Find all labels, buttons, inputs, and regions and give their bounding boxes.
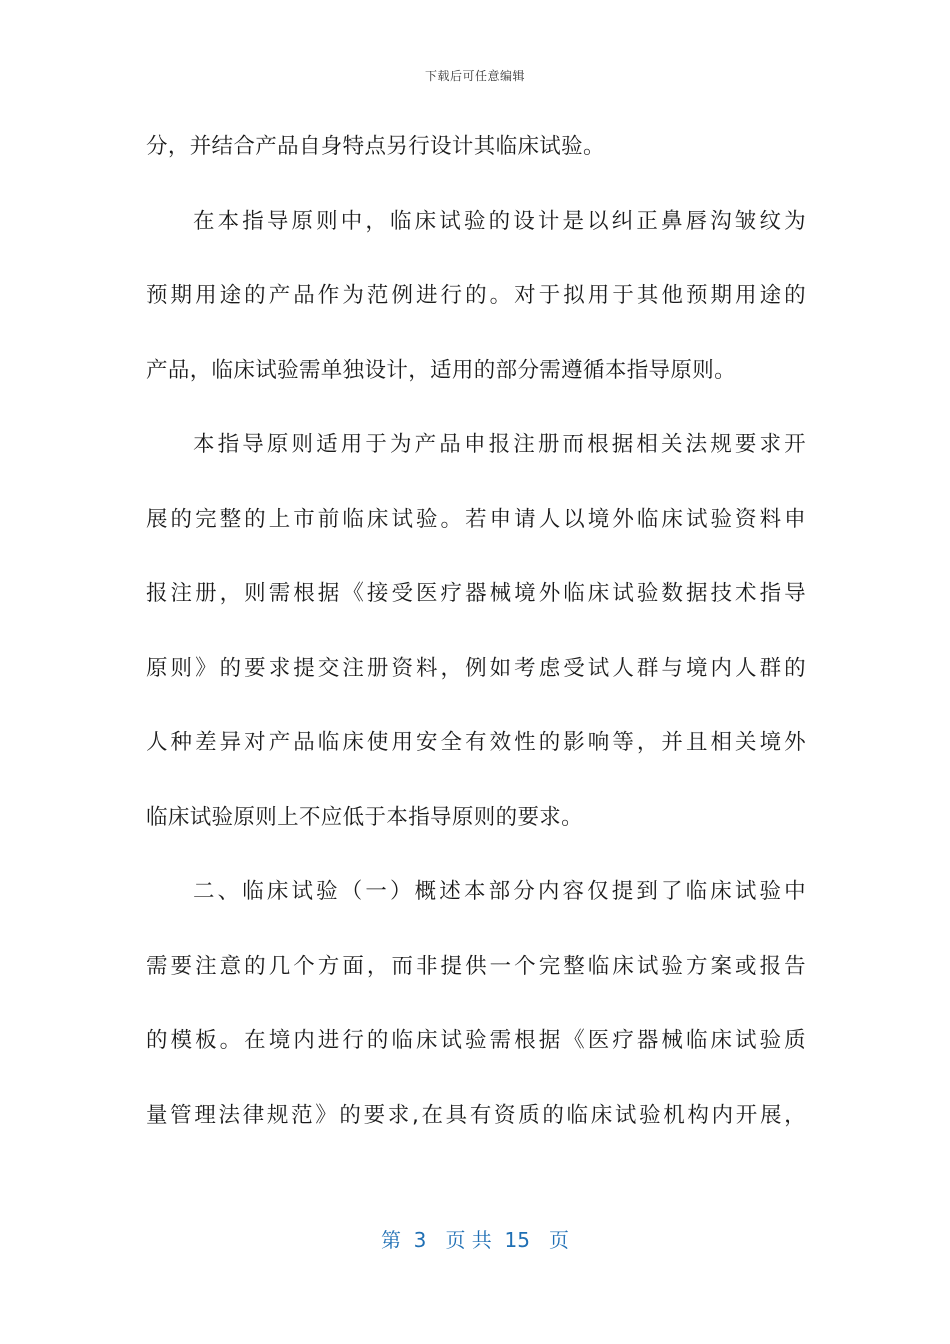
paragraph-line: 分，并结合产品自身特点另行设计其临床试验。 xyxy=(146,134,605,159)
paragraph-line: 需要注意的几个方面，而非提供一个完整临床试验方案或报告 xyxy=(146,953,806,979)
paragraph-line: 人种差异对产品临床使用安全有效性的影响等，并且相关境外 xyxy=(146,730,806,755)
document-body xyxy=(146,115,806,1158)
paragraph-line: 在本指导原则中，临床试验的设计是以纠正鼻唇沟皱纹为 xyxy=(193,208,806,234)
paragraph-line: 报注册，则需根据《接受医疗器械境外临床试验数据技术指导 xyxy=(146,581,806,606)
paragraph-line: 展的完整的上市前临床试验。若申请人以境外临床试验资料申 xyxy=(146,506,806,532)
page-number-footer: 第 3 页 共 15 页 xyxy=(380,1228,570,1252)
paragraph-line: 二、临床试验（一）概述本部分内容仅提到了临床试验中 xyxy=(193,879,806,904)
paragraph-line: 量管理法律规范》的要求,在具有资质的临床试验机构内开展， xyxy=(146,1102,806,1128)
paragraph-line: 的模板。在境内进行的临床试验需根据《医疗器械临床试验质 xyxy=(146,1028,806,1053)
page-header-note: 下载后可任意编辑 xyxy=(424,69,525,83)
paragraph-line: 原则》的要求提交注册资料，例如考虑受试人群与境内人群的 xyxy=(146,655,806,681)
paragraph-line: 产品，临床试验需单独设计，适用的部分需遵循本指导原则。 xyxy=(146,357,736,383)
paragraph-line: 本指导原则适用于为产品申报注册而根据相关法规要求开 xyxy=(193,432,806,457)
paragraph-line: 临床试验原则上不应低于本指导原则的要求。 xyxy=(146,804,584,830)
paragraph-line: 预期用途的产品作为范例进行的。对于拟用于其他预期用途的 xyxy=(146,283,806,308)
